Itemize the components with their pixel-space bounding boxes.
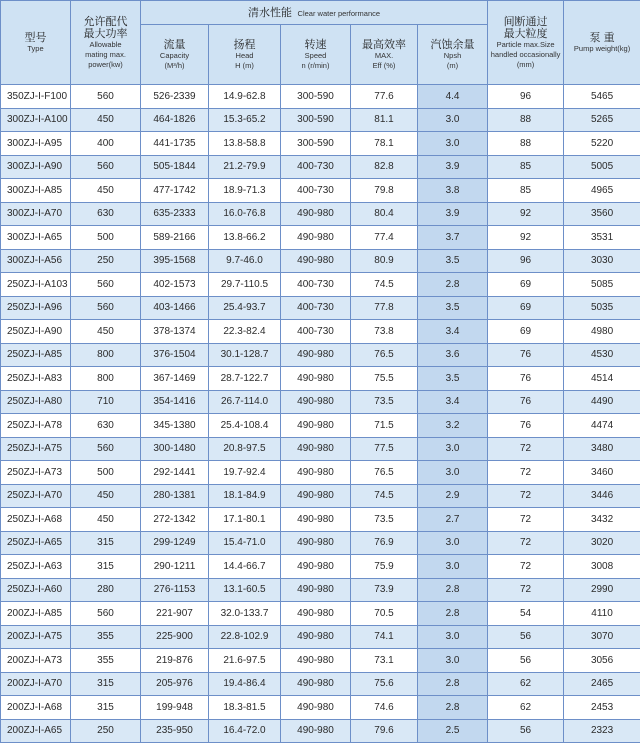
table-header	[1, 1, 640, 85]
cell-particle-size: 76	[488, 343, 564, 367]
cell-npsh: 3.0	[418, 625, 488, 649]
cell-particle-size: 92	[488, 202, 564, 226]
cell-model: 300ZJ-I-A65	[1, 226, 71, 250]
cell-model: 250ZJ-I-A96	[1, 296, 71, 320]
cell-power: 450	[71, 508, 141, 532]
cell-pump-weight: 2323	[564, 719, 640, 743]
cell-speed: 490-980	[281, 531, 351, 555]
cell-capacity: 403-1466	[141, 296, 209, 320]
table-row	[1, 461, 640, 485]
cell-efficiency: 80.4	[351, 202, 418, 226]
cell-npsh: 3.8	[418, 179, 488, 203]
cell-head: 25.4-108.4	[209, 414, 281, 438]
cell-efficiency: 73.5	[351, 508, 418, 532]
cell-model: 250ZJ-I-A75	[1, 437, 71, 461]
cell-pump-weight: 4474	[564, 414, 640, 438]
cell-model: 250ZJ-I-A80	[1, 390, 71, 414]
cell-npsh: 2.8	[418, 578, 488, 602]
table-row	[1, 719, 640, 743]
cell-efficiency: 73.5	[351, 390, 418, 414]
table-row	[1, 249, 640, 273]
header-head: 扬程 Head H (m)	[209, 25, 281, 85]
cell-efficiency: 74.1	[351, 625, 418, 649]
cell-particle-size: 85	[488, 155, 564, 179]
cell-speed: 490-980	[281, 649, 351, 673]
cell-head: 13.8-58.8	[209, 132, 281, 156]
cell-power: 280	[71, 578, 141, 602]
cell-head: 19.7-92.4	[209, 461, 281, 485]
cell-efficiency: 74.5	[351, 484, 418, 508]
table-row	[1, 202, 640, 226]
table-row	[1, 179, 640, 203]
cell-pump-weight: 2465	[564, 672, 640, 696]
cell-model: 250ZJ-I-A78	[1, 414, 71, 438]
cell-pump-weight: 3531	[564, 226, 640, 250]
cell-pump-weight: 4530	[564, 343, 640, 367]
cell-model: 250ZJ-I-A90	[1, 320, 71, 344]
cell-head: 16.4-72.0	[209, 719, 281, 743]
cell-capacity: 354-1416	[141, 390, 209, 414]
cell-pump-weight: 4514	[564, 367, 640, 391]
cell-model: 250ZJ-I-A70	[1, 484, 71, 508]
table-row	[1, 649, 640, 673]
cell-head: 19.4-86.4	[209, 672, 281, 696]
cell-efficiency: 70.5	[351, 602, 418, 626]
cell-pump-weight: 2453	[564, 696, 640, 720]
cell-power: 315	[71, 672, 141, 696]
cell-head: 18.3-81.5	[209, 696, 281, 720]
cell-power: 250	[71, 719, 141, 743]
cell-pump-weight: 5465	[564, 85, 640, 109]
cell-pump-weight: 4980	[564, 320, 640, 344]
cell-power: 560	[71, 296, 141, 320]
cell-capacity: 292-1441	[141, 461, 209, 485]
cell-npsh: 3.7	[418, 226, 488, 250]
cell-head: 28.7-122.7	[209, 367, 281, 391]
cell-head: 9.7-46.0	[209, 249, 281, 273]
cell-particle-size: 72	[488, 437, 564, 461]
cell-efficiency: 76.5	[351, 461, 418, 485]
cell-particle-size: 62	[488, 672, 564, 696]
cell-particle-size: 72	[488, 555, 564, 579]
table-row	[1, 602, 640, 626]
cell-head: 14.9-62.8	[209, 85, 281, 109]
cell-head: 21.6-97.5	[209, 649, 281, 673]
cell-npsh: 3.6	[418, 343, 488, 367]
cell-head: 16.0-76.8	[209, 202, 281, 226]
cell-model: 250ZJ-I-A85	[1, 343, 71, 367]
cell-speed: 490-980	[281, 390, 351, 414]
cell-pump-weight: 5085	[564, 273, 640, 297]
cell-particle-size: 88	[488, 132, 564, 156]
cell-efficiency: 75.5	[351, 367, 418, 391]
cell-npsh: 3.9	[418, 202, 488, 226]
header-clear-water-performance: 清水性能 Clear water performance	[141, 1, 488, 25]
cell-pump-weight: 4110	[564, 602, 640, 626]
cell-speed: 400-730	[281, 273, 351, 297]
cell-power: 400	[71, 132, 141, 156]
cell-power: 560	[71, 437, 141, 461]
cell-particle-size: 69	[488, 320, 564, 344]
cell-particle-size: 69	[488, 296, 564, 320]
cell-particle-size: 92	[488, 226, 564, 250]
cell-efficiency: 80.9	[351, 249, 418, 273]
cell-particle-size: 56	[488, 719, 564, 743]
table-row	[1, 508, 640, 532]
cell-efficiency: 76.9	[351, 531, 418, 555]
cell-pump-weight: 5035	[564, 296, 640, 320]
table-row	[1, 484, 640, 508]
cell-head: 18.1-84.9	[209, 484, 281, 508]
cell-power: 315	[71, 531, 141, 555]
cell-npsh: 3.2	[418, 414, 488, 438]
cell-speed: 490-980	[281, 249, 351, 273]
cell-speed: 490-980	[281, 414, 351, 438]
cell-model: 300ZJ-I-A100	[1, 108, 71, 132]
cell-head: 15.3-65.2	[209, 108, 281, 132]
cell-capacity: 300-1480	[141, 437, 209, 461]
header-npsh: 汽蚀余量 Npsh (m)	[418, 25, 488, 85]
cell-capacity: 199-948	[141, 696, 209, 720]
cell-model: 300ZJ-I-A56	[1, 249, 71, 273]
table-row	[1, 531, 640, 555]
cell-power: 450	[71, 484, 141, 508]
cell-npsh: 3.5	[418, 296, 488, 320]
cell-pump-weight: 3070	[564, 625, 640, 649]
table-row	[1, 343, 640, 367]
cell-npsh: 2.8	[418, 672, 488, 696]
cell-efficiency: 74.5	[351, 273, 418, 297]
cell-capacity: 589-2166	[141, 226, 209, 250]
cell-particle-size: 76	[488, 390, 564, 414]
cell-speed: 300-590	[281, 132, 351, 156]
cell-capacity: 345-1380	[141, 414, 209, 438]
header-speed: 转速 Speed n (r/min)	[281, 25, 351, 85]
cell-speed: 490-980	[281, 508, 351, 532]
cell-npsh: 3.5	[418, 249, 488, 273]
cell-speed: 400-730	[281, 179, 351, 203]
cell-speed: 490-980	[281, 719, 351, 743]
cell-npsh: 3.4	[418, 390, 488, 414]
cell-pump-weight: 5265	[564, 108, 640, 132]
cell-particle-size: 76	[488, 367, 564, 391]
cell-model: 200ZJ-I-A73	[1, 649, 71, 673]
cell-model: 200ZJ-I-A65	[1, 719, 71, 743]
cell-head: 32.0-133.7	[209, 602, 281, 626]
table-row	[1, 390, 640, 414]
cell-efficiency: 75.6	[351, 672, 418, 696]
cell-pump-weight: 4490	[564, 390, 640, 414]
cell-power: 250	[71, 249, 141, 273]
cell-particle-size: 72	[488, 484, 564, 508]
cell-npsh: 3.0	[418, 437, 488, 461]
cell-pump-weight: 3560	[564, 202, 640, 226]
cell-head: 26.7-114.0	[209, 390, 281, 414]
cell-capacity: 395-1568	[141, 249, 209, 273]
cell-efficiency: 77.8	[351, 296, 418, 320]
cell-npsh: 3.5	[418, 367, 488, 391]
cell-npsh: 3.0	[418, 132, 488, 156]
table-row	[1, 578, 640, 602]
cell-efficiency: 79.8	[351, 179, 418, 203]
cell-model: 300ZJ-I-A85	[1, 179, 71, 203]
cell-model: 200ZJ-I-A68	[1, 696, 71, 720]
cell-pump-weight: 3446	[564, 484, 640, 508]
cell-speed: 400-730	[281, 320, 351, 344]
table-row	[1, 296, 640, 320]
cell-head: 18.9-71.3	[209, 179, 281, 203]
cell-particle-size: 96	[488, 249, 564, 273]
cell-speed: 400-730	[281, 155, 351, 179]
cell-model: 300ZJ-I-A90	[1, 155, 71, 179]
cell-efficiency: 78.1	[351, 132, 418, 156]
cell-capacity: 290-1211	[141, 555, 209, 579]
cell-npsh: 3.0	[418, 555, 488, 579]
cell-power: 315	[71, 696, 141, 720]
cell-efficiency: 73.8	[351, 320, 418, 344]
cell-efficiency: 77.5	[351, 437, 418, 461]
cell-power: 800	[71, 367, 141, 391]
cell-pump-weight: 3030	[564, 249, 640, 273]
cell-particle-size: 56	[488, 625, 564, 649]
cell-capacity: 272-1342	[141, 508, 209, 532]
cell-power: 630	[71, 202, 141, 226]
cell-npsh: 4.4	[418, 85, 488, 109]
cell-efficiency: 74.6	[351, 696, 418, 720]
cell-efficiency: 71.5	[351, 414, 418, 438]
cell-particle-size: 72	[488, 531, 564, 555]
cell-speed: 490-980	[281, 343, 351, 367]
cell-pump-weight: 3008	[564, 555, 640, 579]
cell-head: 22.8-102.9	[209, 625, 281, 649]
cell-npsh: 2.8	[418, 602, 488, 626]
cell-power: 560	[71, 85, 141, 109]
cell-particle-size: 76	[488, 414, 564, 438]
table-row	[1, 672, 640, 696]
cell-head: 29.7-110.5	[209, 273, 281, 297]
cell-pump-weight: 5220	[564, 132, 640, 156]
cell-particle-size: 62	[488, 696, 564, 720]
cell-head: 20.8-97.5	[209, 437, 281, 461]
table-row	[1, 625, 640, 649]
cell-pump-weight: 3056	[564, 649, 640, 673]
cell-speed: 490-980	[281, 602, 351, 626]
cell-capacity: 225-900	[141, 625, 209, 649]
cell-capacity: 280-1381	[141, 484, 209, 508]
cell-pump-weight: 3460	[564, 461, 640, 485]
cell-efficiency: 73.1	[351, 649, 418, 673]
cell-npsh: 2.8	[418, 273, 488, 297]
table-row	[1, 108, 640, 132]
cell-capacity: 376-1504	[141, 343, 209, 367]
cell-model: 250ZJ-I-A63	[1, 555, 71, 579]
cell-pump-weight: 3480	[564, 437, 640, 461]
cell-head: 17.1-80.1	[209, 508, 281, 532]
table-row	[1, 226, 640, 250]
cell-npsh: 3.0	[418, 531, 488, 555]
cell-capacity: 441-1735	[141, 132, 209, 156]
cell-capacity: 219-876	[141, 649, 209, 673]
table-row	[1, 555, 640, 579]
header-power: 允许配代 最大功率 Allowable mating max. power(kw)	[71, 1, 141, 85]
cell-efficiency: 75.9	[351, 555, 418, 579]
table-body	[1, 85, 640, 743]
table-row	[1, 696, 640, 720]
cell-model: 250ZJ-I-A73	[1, 461, 71, 485]
cell-capacity: 635-2333	[141, 202, 209, 226]
table-row	[1, 155, 640, 179]
cell-speed: 490-980	[281, 484, 351, 508]
table-row	[1, 367, 640, 391]
cell-pump-weight: 2990	[564, 578, 640, 602]
cell-capacity: 221-907	[141, 602, 209, 626]
cell-model: 250ZJ-I-A83	[1, 367, 71, 391]
cell-capacity: 276-1153	[141, 578, 209, 602]
cell-capacity: 526-2339	[141, 85, 209, 109]
cell-npsh: 2.7	[418, 508, 488, 532]
cell-power: 500	[71, 461, 141, 485]
table-row	[1, 85, 640, 109]
cell-speed: 490-980	[281, 578, 351, 602]
cell-speed: 490-980	[281, 696, 351, 720]
cell-model: 300ZJ-I-A70	[1, 202, 71, 226]
cell-particle-size: 96	[488, 85, 564, 109]
cell-npsh: 3.4	[418, 320, 488, 344]
cell-speed: 300-590	[281, 85, 351, 109]
cell-speed: 490-980	[281, 202, 351, 226]
header-pump-weight: 泵 重 Pump weight(kg)	[564, 1, 640, 85]
cell-speed: 300-590	[281, 108, 351, 132]
cell-capacity: 477-1742	[141, 179, 209, 203]
cell-power: 800	[71, 343, 141, 367]
cell-capacity: 299-1249	[141, 531, 209, 555]
cell-efficiency: 82.8	[351, 155, 418, 179]
cell-capacity: 378-1374	[141, 320, 209, 344]
cell-speed: 490-980	[281, 625, 351, 649]
cell-capacity: 402-1573	[141, 273, 209, 297]
cell-model: 200ZJ-I-A75	[1, 625, 71, 649]
table-row	[1, 320, 640, 344]
cell-pump-weight: 3020	[564, 531, 640, 555]
cell-model: 300ZJ-I-A95	[1, 132, 71, 156]
cell-particle-size: 72	[488, 461, 564, 485]
cell-head: 21.2-79.9	[209, 155, 281, 179]
cell-model: 250ZJ-I-A68	[1, 508, 71, 532]
cell-efficiency: 76.5	[351, 343, 418, 367]
cell-power: 355	[71, 625, 141, 649]
cell-capacity: 367-1469	[141, 367, 209, 391]
cell-model: 250ZJ-I-A65	[1, 531, 71, 555]
header-model: 型号 Type	[1, 1, 71, 85]
cell-head: 30.1-128.7	[209, 343, 281, 367]
cell-head: 25.4-93.7	[209, 296, 281, 320]
cell-particle-size: 88	[488, 108, 564, 132]
cell-capacity: 235-950	[141, 719, 209, 743]
cell-model: 200ZJ-I-A70	[1, 672, 71, 696]
cell-capacity: 205-976	[141, 672, 209, 696]
cell-particle-size: 72	[488, 508, 564, 532]
cell-particle-size: 85	[488, 179, 564, 203]
cell-npsh: 2.8	[418, 696, 488, 720]
table-row	[1, 414, 640, 438]
cell-speed: 490-980	[281, 437, 351, 461]
header-efficiency: 最高效率 MAX. Eff (%)	[351, 25, 418, 85]
cell-npsh: 3.0	[418, 108, 488, 132]
cell-model: 250ZJ-I-A103	[1, 273, 71, 297]
cell-model: 200ZJ-I-A85	[1, 602, 71, 626]
cell-power: 560	[71, 273, 141, 297]
cell-npsh: 3.9	[418, 155, 488, 179]
cell-pump-weight: 4965	[564, 179, 640, 203]
cell-power: 450	[71, 108, 141, 132]
cell-head: 14.4-66.7	[209, 555, 281, 579]
cell-head: 13.8-66.2	[209, 226, 281, 250]
cell-npsh: 3.0	[418, 649, 488, 673]
cell-model: 350ZJ-I-F100	[1, 85, 71, 109]
cell-power: 560	[71, 155, 141, 179]
table-row	[1, 437, 640, 461]
cell-npsh: 2.9	[418, 484, 488, 508]
cell-particle-size: 56	[488, 649, 564, 673]
header-particle-size: 间断通过 最大粒度 Particle max.Size handled occasionally (mm)	[488, 1, 564, 85]
header-capacity: 流量 Capacity (M³/h)	[141, 25, 209, 85]
cell-power: 450	[71, 320, 141, 344]
cell-efficiency: 77.6	[351, 85, 418, 109]
cell-particle-size: 72	[488, 578, 564, 602]
cell-power: 450	[71, 179, 141, 203]
cell-speed: 490-980	[281, 226, 351, 250]
cell-head: 22.3-82.4	[209, 320, 281, 344]
cell-speed: 490-980	[281, 461, 351, 485]
table-row	[1, 132, 640, 156]
cell-speed: 490-980	[281, 367, 351, 391]
cell-particle-size: 54	[488, 602, 564, 626]
cell-pump-weight: 5005	[564, 155, 640, 179]
cell-power: 710	[71, 390, 141, 414]
cell-power: 500	[71, 226, 141, 250]
cell-capacity: 464-1826	[141, 108, 209, 132]
cell-speed: 490-980	[281, 555, 351, 579]
cell-particle-size: 69	[488, 273, 564, 297]
cell-power: 355	[71, 649, 141, 673]
cell-head: 13.1-60.5	[209, 578, 281, 602]
cell-pump-weight: 3432	[564, 508, 640, 532]
cell-efficiency: 77.4	[351, 226, 418, 250]
cell-capacity: 505-1844	[141, 155, 209, 179]
cell-head: 15.4-71.0	[209, 531, 281, 555]
cell-power: 560	[71, 602, 141, 626]
cell-efficiency: 79.6	[351, 719, 418, 743]
cell-power: 315	[71, 555, 141, 579]
cell-power: 630	[71, 414, 141, 438]
cell-npsh: 3.0	[418, 461, 488, 485]
cell-speed: 490-980	[281, 672, 351, 696]
cell-model: 250ZJ-I-A60	[1, 578, 71, 602]
cell-efficiency: 81.1	[351, 108, 418, 132]
table-row	[1, 273, 640, 297]
cell-efficiency: 73.9	[351, 578, 418, 602]
cell-npsh: 2.5	[418, 719, 488, 743]
cell-speed: 400-730	[281, 296, 351, 320]
